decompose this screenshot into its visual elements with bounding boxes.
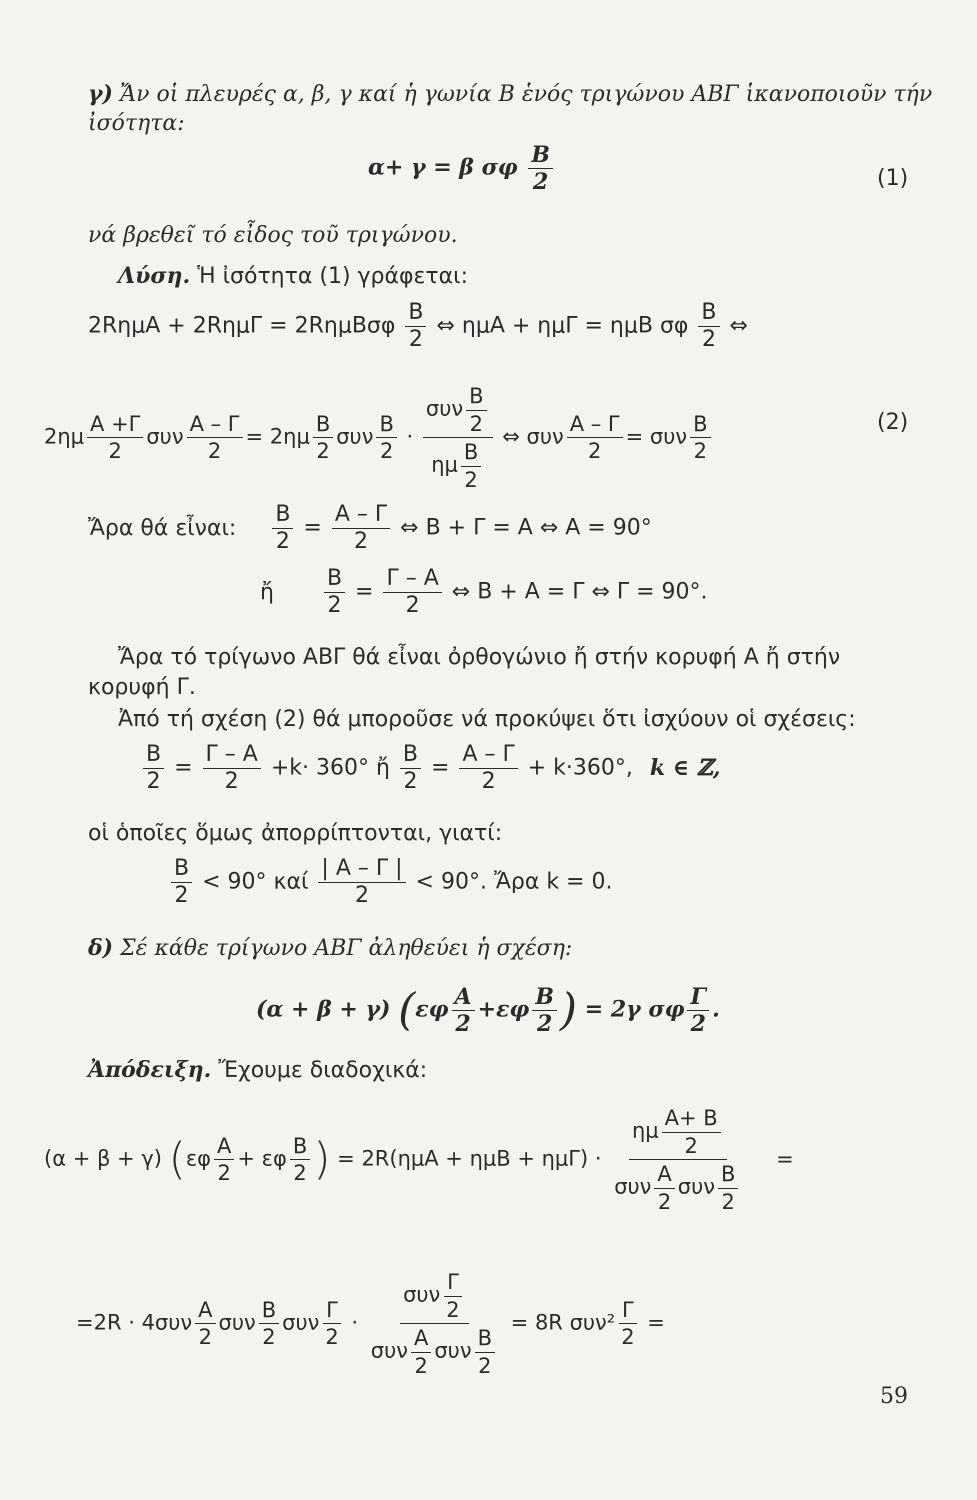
fraction-den: 2 [403,769,418,794]
expr: =2R · 4συν [76,1310,193,1335]
fraction-num: | Α – Γ | [318,856,405,883]
fraction-den: 2 [469,412,484,436]
fraction-den: 2 [405,593,420,618]
fraction-den: 2 [693,439,707,463]
equals: = [355,579,374,605]
expr: = 2R(ημΑ + ημΒ + ημΓ) · [337,1146,602,1171]
line-1 [88,300,748,353]
compound-den [428,438,487,493]
fraction-num: Β [272,502,293,529]
expr: = 2ημ [245,424,310,449]
fraction-den: 2 [587,439,602,463]
expr: 2ημ [44,424,85,449]
item-label: γ) [88,81,113,107]
fraction-den: 2 [536,1011,553,1037]
page-number: 59 [880,1384,908,1409]
fraction-num: Γ [323,1297,341,1324]
expr: συν [146,424,184,449]
fraction-den: 2 [207,439,222,463]
fraction-num: Γ [444,1268,462,1297]
fraction-num: Α – Γ [567,411,623,438]
expr: (α + β + γ) [256,996,391,1023]
expr: = 2γ σφ [584,996,685,1023]
paragraph-1: Ἄρα τό τρίγωνο ΑΒΓ θά εἶναι ὀρθογώνιο ἤ στήν κορυφή Α ἤ στήν [118,645,841,670]
line-4 [260,566,708,619]
equation-tag-1: (1) [877,166,909,191]
compound-num [400,1268,469,1324]
expr: (α + β + γ) [44,1146,162,1171]
fraction-den: 2 [354,883,369,908]
fraction-num: Β [528,142,553,169]
fraction-den: 2 [690,1011,706,1037]
compound-num [629,1104,727,1160]
paragraph-gamma-cont: ἰσότητα: [88,111,185,136]
fraction-num: Α – Γ [187,411,243,438]
proof-label: Ἀπόδειξη. [88,1057,212,1083]
fraction-num: Α +Γ [87,411,143,438]
item-label: δ) [88,935,114,961]
fraction-num: Γ [687,984,709,1011]
fraction-den: 2 [701,327,716,352]
expr: ⇔ Β + Α = Γ ⇔ Γ = 90°. [451,579,708,605]
fraction-num: Β [698,300,719,327]
solution-text: Ἡ ἰσότητα (1) γράφεται: [197,264,469,289]
expr: ἤ [260,579,274,605]
expr: + k·360°, [527,755,633,781]
proof-text: Ἔχουμε διαδοχικά: [218,1058,428,1083]
expr: 2RημΑ + 2RημΓ = 2RημΒσφ [88,313,396,339]
proof-heading [88,1056,427,1085]
fraction-den: 2 [684,1134,698,1158]
line-3 [88,502,652,555]
equation-tag-2: (2) [877,410,909,435]
equals: = [174,755,193,781]
expr: συν [336,424,374,449]
expr: ημ [631,1118,659,1143]
expr: συν [677,1174,715,1199]
fraction-num: Γ [619,1297,637,1324]
equals: = [303,515,322,541]
expr: συν [218,1310,256,1335]
expr: συν [614,1174,652,1199]
fraction-den: 2 [198,1325,213,1349]
fraction-den: 2 [455,1011,471,1037]
line-5 [140,742,720,795]
expr: συν [370,1338,408,1363]
fraction-num: Α – Γ [459,742,517,769]
paren: ) [313,1133,331,1185]
dot: · [406,424,414,449]
paragraph-text: Ἄν οἱ πλευρές α, β, γ καί ἡ γωνία Β ἑνός τριγώνου ΑΒΓ ἱκανοποιοῦν τήν [119,82,933,107]
line-7 [44,1104,794,1215]
fraction-den: 2 [446,1298,460,1322]
fraction-den: 2 [217,1161,231,1185]
find-text: νά βρεθεῖ τό εἶδος τοῦ τριγώνου. [88,223,458,248]
expr: ⇔ συν [502,424,564,449]
fraction-num: Α [452,984,475,1011]
paragraph-2: Ἀπό τή σχέση (2) θά μποροῦσε νά προκύψει ὅτι ἰσχύουν οἱ σχέσεις: [118,707,856,732]
compound-den [368,1324,501,1379]
expr: +k· 360° ἤ [270,755,390,781]
expr: = συν [625,424,688,449]
fraction-den: 2 [379,439,394,463]
expr: Ἄρα θά εἶναι: [88,515,237,541]
fraction-num: Β [718,1160,738,1189]
fraction-num: Β [324,566,345,593]
paragraph-gamma [88,80,932,109]
fraction-num: Β [405,300,426,327]
fraction-num: Α – Γ [332,502,390,529]
eq-lhs: α+ γ = β σφ [368,154,518,181]
fraction-den: 2 [108,439,122,463]
equation-3 [256,984,720,1037]
paren: ( [168,1133,186,1185]
fraction-num: Β [532,984,557,1011]
fraction-den: 2 [224,769,239,794]
fraction-den: 2 [478,1354,492,1378]
fraction-den: 2 [325,1325,339,1349]
fraction-num: Β [475,1324,495,1353]
expr: < 90°. Ἄρα k = 0. [415,869,613,895]
fraction-den: 2 [721,1190,735,1214]
fraction-den: 2 [327,593,342,618]
expr: < 90° καί [202,869,309,895]
expr: k ∈ ℤ, [649,754,721,781]
solution-label: Λύση. [118,263,191,289]
paren: ( [398,984,416,1036]
line-8 [76,1268,665,1379]
equals: = [647,1310,665,1335]
fraction-num: Β [290,1133,310,1160]
fraction-den: 2 [621,1325,635,1349]
fraction-num: Β [466,382,486,411]
fraction-num: Β [690,411,710,438]
paragraph-3: οἱ ὁποῖες ὅμως ἀπορρίπτονται, γιατί: [88,821,503,846]
expr: + εφ [237,1146,287,1171]
equals: = [431,755,450,781]
paragraph-delta [88,934,572,963]
line-6 [168,856,612,909]
fraction-num: Β [171,856,192,883]
expr: +εφ [477,996,530,1023]
solution-heading [118,262,468,291]
expr: συν [282,1310,320,1335]
fraction-num: Α [654,1160,674,1189]
fraction-den: 2 [657,1190,672,1214]
paragraph-1-cont: κορυφή Γ. [88,675,196,700]
fraction-den: 2 [146,769,161,794]
paren: ) [559,984,578,1036]
expr: εφ [415,996,449,1023]
expr: ημ [431,452,458,477]
fraction-num: Α [214,1133,234,1160]
fraction-num: Α [411,1324,431,1353]
fraction-den: 2 [275,529,290,554]
fraction-num: Β [259,1297,279,1324]
expr: εφ [185,1146,212,1171]
fraction-num: Α+ Β [662,1104,721,1133]
compound-den [611,1160,744,1215]
fraction-den: 2 [414,1354,428,1378]
fraction-den: 2 [533,169,549,195]
expr: = 8R συν² [510,1310,616,1335]
fraction-den: 2 [481,769,496,794]
fraction-num: Β [143,742,164,769]
expr: συν [403,1282,441,1307]
fraction-den: 2 [464,468,478,492]
dot: · [351,1310,359,1335]
fraction-den: 2 [262,1325,276,1349]
fraction-den: 2 [293,1161,307,1185]
line-2 [44,382,714,493]
fraction-den: 2 [174,883,189,908]
paragraph-text: Σέ κάθε τρίγωνο ΑΒΓ ἀληθεύει ἡ σχέση: [120,936,573,961]
fraction-num: Β [313,411,333,438]
iff-symbol: ⇔ [729,313,748,339]
fraction-den: 2 [408,327,423,352]
fraction-den: 2 [354,529,368,554]
expr: ⇔ ημΑ + ημΓ = ημΒ σφ [436,313,689,339]
compound-num [423,382,493,438]
fraction-num: Β [461,438,481,467]
fraction-num: Β [400,742,421,769]
expr: ⇔ Β + Γ = Α ⇔ Α = 90° [400,515,652,541]
fraction-den: 2 [316,439,330,463]
expr: . [712,996,720,1023]
equation-1 [368,142,556,195]
expr: συν [434,1338,472,1363]
fraction-num: Γ – Α [383,566,441,593]
equals: = [776,1146,794,1171]
expr: συν [425,396,464,421]
fraction-num: Γ – Α [203,742,261,769]
fraction-num: Β [376,411,396,438]
fraction-num: Α [195,1297,215,1324]
